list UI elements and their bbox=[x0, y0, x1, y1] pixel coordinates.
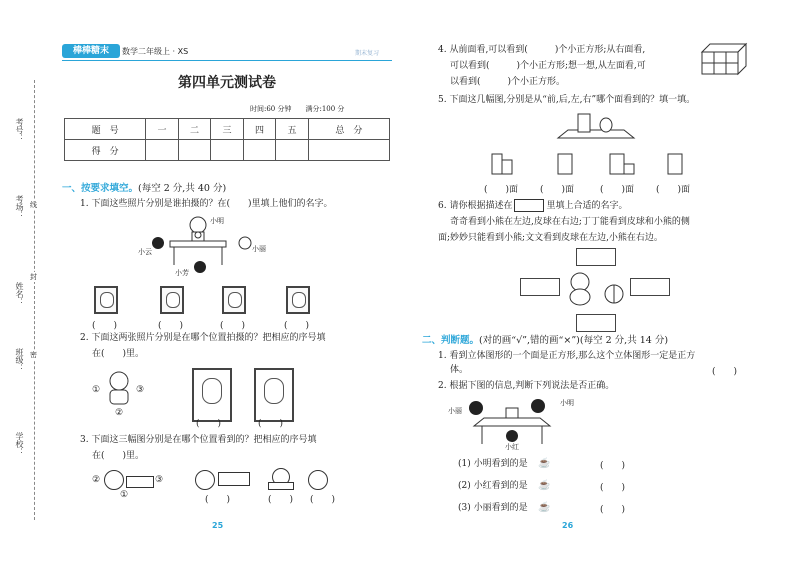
view-rect-small bbox=[268, 482, 294, 490]
score-cell[interactable] bbox=[146, 140, 179, 161]
answer-paren[interactable]: ( ) bbox=[600, 483, 626, 493]
q4-line1: 4. 从前面看,可以看到( )个小正方形;从右面看, bbox=[438, 45, 646, 55]
name-box-left[interactable] bbox=[520, 278, 560, 296]
view-options-figure bbox=[490, 150, 730, 178]
j2-name-xiaoming: 小明 bbox=[560, 399, 574, 407]
view-circle bbox=[195, 470, 215, 490]
photo-frame-tall bbox=[254, 368, 294, 422]
sidebar-label-name: 姓名： bbox=[15, 282, 24, 306]
header-tag: 期末复习 bbox=[355, 50, 380, 57]
cube-stack-figure bbox=[700, 42, 748, 76]
page-number-left: 25 bbox=[212, 521, 224, 530]
answer-paren[interactable]: ( ) bbox=[220, 321, 246, 331]
q4-line3: 以看到( )个小正方形。 bbox=[450, 77, 566, 87]
cut-mark-seal: 封 bbox=[30, 273, 37, 281]
answer-paren[interactable]: ( ) bbox=[310, 495, 336, 505]
q1-name-xiaoyun: 小云 bbox=[138, 248, 152, 256]
q2-mark-1: ① bbox=[92, 385, 101, 395]
q3-mark-1: ① bbox=[120, 490, 129, 500]
section1-title: 一、按要求填空。 bbox=[62, 183, 139, 194]
answer-paren[interactable]: ( )面 bbox=[656, 185, 691, 195]
q1-name-xiaoli: 小丽 bbox=[252, 245, 266, 253]
section2-heading bbox=[422, 332, 668, 346]
q3-mark-2: ② bbox=[92, 475, 101, 485]
q6-line2: 奇奇看到小熊在左边,皮球在右边;丁丁能看到皮球和小熊的侧 bbox=[450, 217, 690, 227]
score-table bbox=[64, 118, 390, 161]
view-circle bbox=[308, 470, 328, 490]
box-shape bbox=[126, 476, 154, 488]
header-rule bbox=[62, 60, 392, 61]
section1-note: (每空 2 分,共 40 分) bbox=[138, 183, 227, 194]
section1-heading bbox=[62, 180, 226, 194]
q3-line1: 3. 下面这三幅图分别是在哪个位置看到的？把相应的序号填 bbox=[80, 435, 317, 445]
j1-line1: 1. 看到立体图形的一个面是正方形,那么这个立体图形一定是正方 bbox=[438, 351, 696, 361]
q1-name-xiaofang: 小芳 bbox=[175, 269, 189, 277]
answer-paren[interactable]: ( ) bbox=[600, 461, 626, 471]
photo-frame bbox=[160, 286, 184, 314]
answer-paren[interactable]: ( ) bbox=[92, 321, 118, 331]
teapot-icon: ☕ bbox=[538, 502, 551, 513]
j2-name-xiaoli: 小丽 bbox=[448, 407, 462, 415]
answer-paren[interactable]: ( )面 bbox=[540, 185, 575, 195]
answer-paren[interactable]: ( ) bbox=[712, 367, 738, 377]
score-header-label: 题 号 bbox=[65, 119, 146, 140]
q1-scene-illustration bbox=[130, 215, 270, 277]
answer-paren[interactable]: ( ) bbox=[600, 505, 626, 515]
photo-frame bbox=[222, 286, 246, 314]
time-info: 时间:60 分钟 满分:100 分 bbox=[250, 105, 345, 113]
score-cell[interactable] bbox=[243, 140, 276, 161]
answer-paren[interactable]: ( )面 bbox=[484, 185, 519, 195]
j2-text: 2. 根据下图的信息,判断下列说法是否正确。 bbox=[438, 381, 615, 391]
q1-text: 1. 下面这些照片分别是谁拍摄的？在( )里填上他们的名字。 bbox=[80, 199, 333, 209]
q2-mark-2: ② bbox=[115, 408, 124, 418]
table-objects-figure bbox=[548, 110, 644, 142]
sidebar-label-class: 班级： bbox=[15, 348, 24, 372]
sidebar-label-exam-number: 考号： bbox=[15, 118, 24, 142]
score-header-2: 二 bbox=[178, 119, 211, 140]
q1-name-xiaoming: 小明 bbox=[210, 217, 224, 225]
answer-paren[interactable]: ( ) bbox=[205, 495, 231, 505]
q6-line3: 面;妙妙只能看到小熊;文文看到皮球在左边,小熊在右边。 bbox=[438, 233, 663, 243]
view-rect bbox=[218, 472, 250, 486]
j2-item-2: (2) 小红看到的是 bbox=[458, 481, 528, 491]
answer-paren[interactable]: ( ) bbox=[196, 419, 222, 429]
cut-line bbox=[34, 80, 35, 520]
cut-mark-line: 线 bbox=[30, 201, 37, 209]
answer-paren[interactable]: ( ) bbox=[284, 321, 310, 331]
section2-note: (对的画“√”,错的画“×”)(每空 2 分,共 14 分) bbox=[479, 335, 669, 346]
j2-item-3: (3) 小丽看到的是 bbox=[458, 503, 528, 513]
q2-line1: 2. 下面这两张照片分别是在哪个位置拍摄的？把相应的序号填 bbox=[80, 333, 326, 343]
name-box-top[interactable] bbox=[576, 248, 616, 266]
j1-line2: 体。 bbox=[450, 365, 469, 375]
q6-line1-end: 里填上合适的名字。 bbox=[546, 201, 628, 211]
sphere-shape bbox=[104, 470, 124, 490]
score-header-total: 总 分 bbox=[308, 119, 389, 140]
cut-mark-secret: 密 bbox=[30, 351, 37, 359]
answer-paren[interactable]: ( ) bbox=[158, 321, 184, 331]
bear-and-ball-figure bbox=[566, 270, 626, 306]
photo-frame-tall bbox=[192, 368, 232, 422]
teapot-icon: ☕ bbox=[538, 480, 551, 491]
answer-paren[interactable]: ( ) bbox=[268, 495, 294, 505]
blank-box bbox=[514, 199, 544, 212]
j2-name-xiaohong: 小红 bbox=[505, 443, 519, 451]
score-header-1: 一 bbox=[146, 119, 179, 140]
page-number-right: 26 bbox=[562, 521, 574, 530]
score-cell[interactable] bbox=[308, 140, 389, 161]
section2-title: 二、判断题。 bbox=[422, 335, 480, 346]
q6-line1-start: 6. 请你根据描述在 bbox=[438, 201, 513, 211]
brand-logo: 棒棒糖末 bbox=[62, 44, 120, 58]
q3-mark-3: ③ bbox=[155, 475, 164, 485]
score-cell[interactable] bbox=[211, 140, 244, 161]
j2-item-1: (1) 小明看到的是 bbox=[458, 459, 528, 469]
q2-line2: 在( )里。 bbox=[92, 349, 145, 359]
photo-frame bbox=[94, 286, 118, 314]
j2-scene-illustration bbox=[462, 396, 562, 448]
sidebar-label-exam-room: 考场： bbox=[15, 195, 24, 219]
teapot-icon: ☕ bbox=[538, 458, 551, 469]
score-header-3: 三 bbox=[211, 119, 244, 140]
q4-line2: 可以看到( )个小正方形;想一想,从左面看,可 bbox=[450, 61, 646, 71]
score-header-4: 四 bbox=[243, 119, 276, 140]
q6-line1 bbox=[438, 198, 627, 214]
score-cell[interactable] bbox=[178, 140, 211, 161]
monkey-figure-icon bbox=[104, 370, 134, 408]
q2-mark-3: ③ bbox=[136, 385, 145, 395]
score-cell[interactable] bbox=[276, 140, 309, 161]
name-box-right[interactable] bbox=[630, 278, 670, 296]
subject-label: 数学二年级上 · XS bbox=[122, 47, 189, 56]
answer-paren[interactable]: ( ) bbox=[258, 419, 284, 429]
name-box-bottom[interactable] bbox=[576, 314, 616, 332]
page-title: 第四单元测试卷 bbox=[178, 75, 276, 91]
score-header-5: 五 bbox=[276, 119, 309, 140]
score-row-label: 得 分 bbox=[65, 140, 146, 161]
q5-text: 5. 下面这几幅图,分别是从“前,后,左,右”哪个面看到的？填一填。 bbox=[438, 95, 696, 105]
q3-line2: 在( )里。 bbox=[92, 451, 145, 461]
sidebar-label-school: 学校： bbox=[15, 432, 24, 456]
photo-frame bbox=[286, 286, 310, 314]
answer-paren[interactable]: ( )面 bbox=[600, 185, 635, 195]
